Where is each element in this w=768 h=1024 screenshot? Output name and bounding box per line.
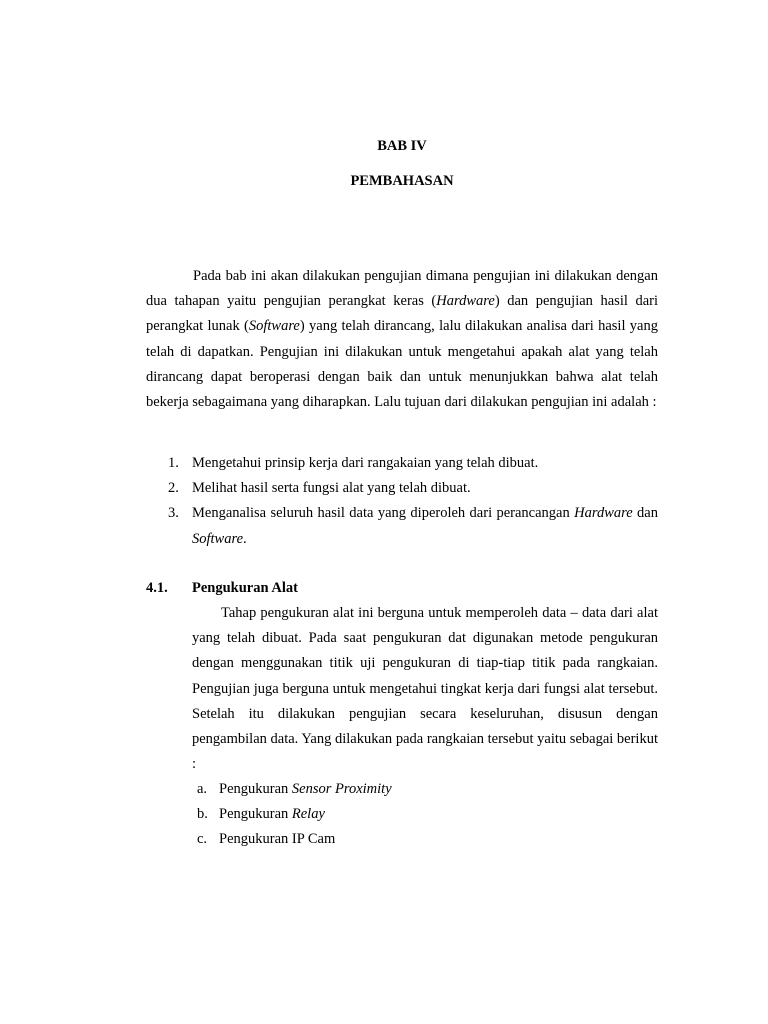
list-item-text: Melihat hasil serta fungsi alat yang telah dibuat. bbox=[192, 480, 471, 497]
list-marker: b. bbox=[197, 806, 208, 823]
list-item bbox=[146, 501, 658, 551]
list-marker: c. bbox=[197, 831, 208, 848]
intro-paragraph bbox=[146, 264, 658, 415]
list-item-italic: Sensor Proximity bbox=[291, 781, 392, 797]
objectives-list bbox=[146, 451, 658, 552]
intro-text-1: Pada bab ini akan dilakukan pengujian dimana pengujian ini dilakukan dengan dua tahapan yaitu pengujian perangkat keras ( bbox=[146, 268, 658, 310]
list-item bbox=[146, 451, 658, 476]
software-term: Software bbox=[192, 530, 244, 547]
measurement-list bbox=[192, 777, 658, 853]
section-title: Pengukuran Alat bbox=[192, 580, 298, 596]
chapter-title: PEMBAHASAN bbox=[350, 173, 454, 189]
chapter-label: BAB IV bbox=[377, 138, 427, 154]
list-item-italic: Relay bbox=[291, 806, 325, 823]
list-item-text: Pengukuran IP Cam bbox=[219, 831, 336, 848]
section-body-text: Tahap pengukuran alat ini berguna untuk memperoleh data – data dari alat yang telah dibuat. Pada saat pengukuran dat digunakan metode pengukuran dengan menggunakan titik uji pengukuran di tiap-tiap titik pada rangkaian. Pengujian juga berguna untuk mengetahui tingkat kerja dari fungsi alat tersebut. Setelah itu dilakukan pengujian secara keseluruhan, disusun dengan pengambilan data. Yang dilakukan pada rangkaian tersebut yaitu sebagai berikut : bbox=[192, 605, 658, 773]
list-item-text: Menganalisa seluruh hasil data yang diperoleh dari perancangan bbox=[192, 505, 575, 522]
intro-software-term: Software bbox=[248, 318, 300, 335]
list-item bbox=[192, 777, 658, 802]
list-item-text: Pengukuran bbox=[219, 781, 292, 797]
list-item bbox=[192, 827, 658, 852]
list-marker: 1. bbox=[168, 455, 179, 471]
list-item-text-mid: dan bbox=[632, 505, 658, 522]
intro-hardware-term: Hardware bbox=[436, 293, 495, 310]
intro-text-2: ) dan pengujian hasil dari perangkat lunak ( bbox=[146, 293, 659, 335]
list-marker: 2. bbox=[168, 480, 179, 497]
section-number: 4.1. bbox=[146, 580, 168, 596]
list-marker: a. bbox=[197, 781, 208, 797]
list-item-text-end: . bbox=[243, 530, 247, 547]
list-item-text: Mengetahui prinsip kerja dari rangakaian yang telah dibuat. bbox=[192, 455, 539, 471]
intro-text-3: ) yang telah dirancang, lalu dilakukan analisa dari hasil yang telah di dapatkan. Pengujian ini dilakukan untuk mengetahui apakah alat yang telah dirancang dapat beroperasi dengan baik dan untuk menunjukkan bahwa alat telah bekerja sebagaimana yang diharapkan. Lalu tujuan dari dilakukan pengujian ini adalah : bbox=[146, 318, 658, 411]
list-marker: 3. bbox=[168, 505, 179, 522]
list-item-text: Pengukuran bbox=[219, 806, 292, 823]
hardware-term: Hardware bbox=[574, 505, 633, 522]
list-item bbox=[192, 802, 658, 827]
section-paragraph bbox=[192, 601, 658, 777]
list-item bbox=[146, 476, 658, 501]
